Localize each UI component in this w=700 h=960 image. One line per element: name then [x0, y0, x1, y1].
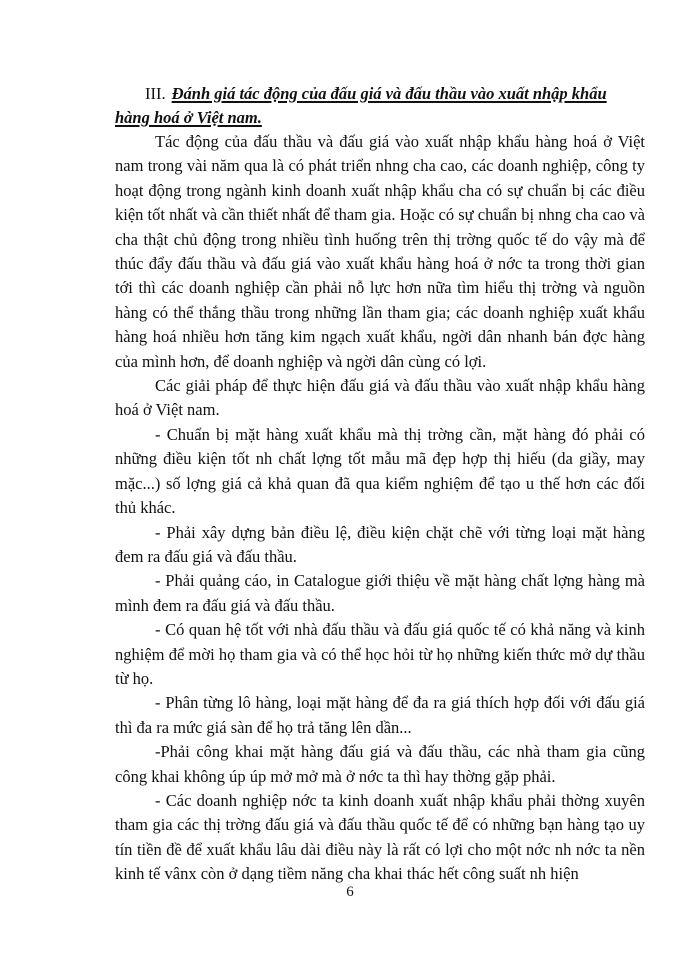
section-heading — [115, 82, 645, 130]
paragraph-impact: Tác động của đấu thầu và đấu giá vào xuất nhập khẩu hàng hoá ở Việt nam trong vài năm qua là có phát triển nhng cha cao, các doanh nghiệp, công ty hoạt động trong ngành kinh doanh xuất nhập khẩu cha có sự chuẩn bị các điều kiện tốt nhất và cần thiết nhất để tham gia. Hoặc có sự chuẩn bị nhng cha cao và cha thật chủ động trong nhiều tình huống trên thị trờng quốc tế do vậy mà để thúc đẩy đấu thầu và đấu giá vào xuất khẩu hàng hoá ở nớc ta trong thời gian tới thì các doanh nghiệp cần phải nỗ lực hơn nữa tìm hiểu thị trờng và nguồn hàng có thể thắng thầu trong những lần tham gia; các doanh nghiệp xuất khẩu hàng hoá nhiều hơn tăng kim ngạch xuất khẩu, ngời dân nhanh bán đợc hàng của mình hơn, để doanh nghiệp và ngời dân cùng có lợi. — [115, 132, 645, 371]
paragraph-bullet-participation: - Các doanh nghiệp nớc ta kinh doanh xuất nhập khẩu phải thờng xuyên tham gia các thị trờng đấu giá và đấu thầu quốc tế để có những bạn hàng tạo uy tín tiền đề để xuất khẩu lâu dài điều này là rất có lợi cho một nớc nh nớc ta nền kinh tế vânx còn ở dạng tiềm năng cha khai thác hết công suất nh hiện — [115, 790, 645, 884]
paragraph-bullet-relations: - Có quan hệ tốt với nhà đấu thầu và đấu giá quốc tế có khả năng và kinh nghiệm để mời họ tham gia và có thể học hỏi từ họ những kiến thức mở dự thầu từ họ. — [115, 620, 645, 688]
section-number: III. — [145, 84, 166, 103]
paragraph-solutions-intro: Các giải pháp để thực hiện đấu giá và đấu thầu vào xuất nhập khẩu hàng hoá ở Việt nam. — [115, 376, 645, 420]
section-title: Đánh giá tác động của đấu giá và đấu thầu vào xuất nhập khẩu hàng hoá ở Việt nam. — [115, 84, 607, 127]
page-number: 6 — [346, 884, 354, 900]
paragraph-bullet-transparency: -Phải công khai mặt hàng đấu giá và đấu thầu, các nhà tham gia cũng công khai không úp úp mở mở mà ở nớc ta thì hay thờng gặp phải. — [115, 742, 645, 786]
paragraph-bullet-prepare-goods: - Chuẩn bị mặt hàng xuất khẩu mà thị trờng cần, mặt hàng đó phải có những điều kiện tốt nh chất lợng tốt mẫu mã đẹp hợp thị hiếu (da giầy, may mặc...) số lợng giá cả khả quan đã qua kiểm nghiệm để tạo u thế hơn các đối thủ khác. — [115, 424, 645, 518]
paragraph-bullet-lots-pricing: - Phân từng lô hàng, loại mặt hàng để đa ra giá thích hợp đối với đấu giá thì đa ra mức giá sàn để họ trả tăng lên dần... — [115, 693, 645, 737]
paragraph-bullet-advertising: - Phải quảng cáo, in Catalogue giới thiệu về mặt hàng chất lợng hàng mà mình đem ra đấu giá và đấu thầu. — [115, 571, 645, 615]
body-text — [115, 130, 645, 887]
paragraph-bullet-regulations: - Phải xây dựng bản điều lệ, điều kiện chặt chẽ với từng loại mặt hàng đem ra đấu giá và đấu thầu. — [115, 522, 645, 566]
